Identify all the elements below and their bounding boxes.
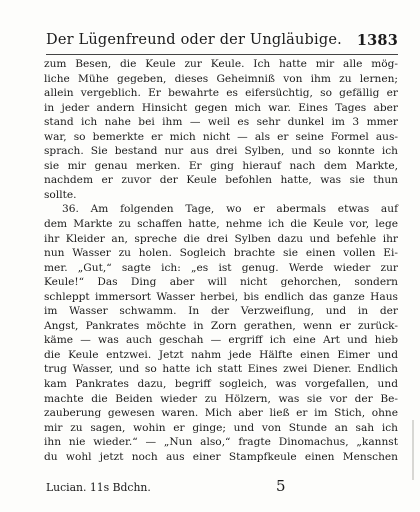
text-line: Keule!“ Das Ding aber will nicht gehorchen, sondern [44, 276, 398, 289]
text-line: trug Wasser, und so hatte ich statt Eines zwei Diener. Endlich [44, 363, 398, 376]
text-line: ihn nie wieder.“ — „Nun also,“ fragte Dinomachus, „kannst [44, 436, 398, 449]
text-line: machte die Beiden wieder zu Hölzern, was sie vor der Be- [44, 392, 398, 405]
text-line: in jeder andern Hinsicht gegen mich war. Eines Tages aber [44, 101, 398, 114]
signature-line: Lucian. 11s Bdchn. [46, 481, 151, 494]
text-line: die Keule entzwei. Jetzt nahm jede Hälfte einen Eimer und [44, 348, 398, 361]
text-line: zauberung gewesen waren. Mich aber ließ er im Stich, ohne [44, 407, 398, 420]
text-line: kam Pankrates dazu, begriff sogleich, was vorgefallen, und [44, 378, 398, 391]
text-line: liche Mühe gegeben, dieses Geheimniß von ihm zu lernen; [44, 72, 398, 85]
text-line: im Wasser schwamm. In der Verzweiflung, und in der [44, 305, 398, 318]
text-line: schleppt immersort Wasser herbei, bis endlich das ganze Haus [44, 290, 398, 303]
text-line: dem Markte zu schaffen hatte, nehme ich die Keule vor, lege [44, 218, 398, 231]
text-line: mer. „Gut,“ sagte ich: „es ist genug. Werde wieder zur [44, 261, 398, 274]
body-text [44, 57, 398, 464]
text-line: war, so bemerkte er mich nicht — als er seine Formel aus- [44, 130, 398, 143]
text-line: zum Besen, die Keule zur Keule. Ich hatte mir alle mög- [44, 58, 398, 70]
text-line: nachdem er zuvor der Keule befohlen hatte, was sie thun [44, 174, 398, 187]
page-edge-mark [412, 420, 414, 480]
text-line: mir zu sagen, wohin er ginge; und von Stunde an sah ich [44, 421, 398, 434]
page-footer [46, 477, 398, 499]
running-header [46, 32, 398, 52]
header-rule [46, 54, 398, 55]
running-title: Der Lügenfreund oder der Ungläubige. [46, 32, 342, 48]
text-line: ihr Kleider an, spreche die drei Sylben dazu und befehle ihr [44, 232, 398, 245]
text-line: sollte. [44, 188, 77, 201]
text-line: du wohl jetzt noch aus einer Stampfkeule einen Menschen [44, 450, 398, 463]
sheet-mark: 5 [276, 477, 286, 495]
text-line: käme — was auch geschah — ergriff ich eine Art und hieb [44, 334, 398, 347]
text-line: nun Wasser zu holen. Sogleich brachte sie einen vollen Ei- [44, 247, 398, 260]
text-line: 36. Am folgenden Tage, wo er abermals etwas auf [62, 203, 398, 216]
text-line: stand ich nahe bei ihm — weil es sehr dunkel im 3 mmer [44, 116, 398, 129]
text-line: sprach. Sie bestand nur aus drei Sylben, und so konnte ich [44, 145, 398, 158]
page-number: 1383 [356, 32, 398, 49]
text-line: allein vergeblich. Er bewahrte es eifersüchtig, so gefällig er [44, 87, 398, 100]
text-line: sie mir genau merken. Er ging hierauf nach dem Markte, [44, 159, 398, 172]
text-line: Angst, Pankrates möchte in Zorn gerathen, wenn er zurück- [44, 319, 398, 332]
